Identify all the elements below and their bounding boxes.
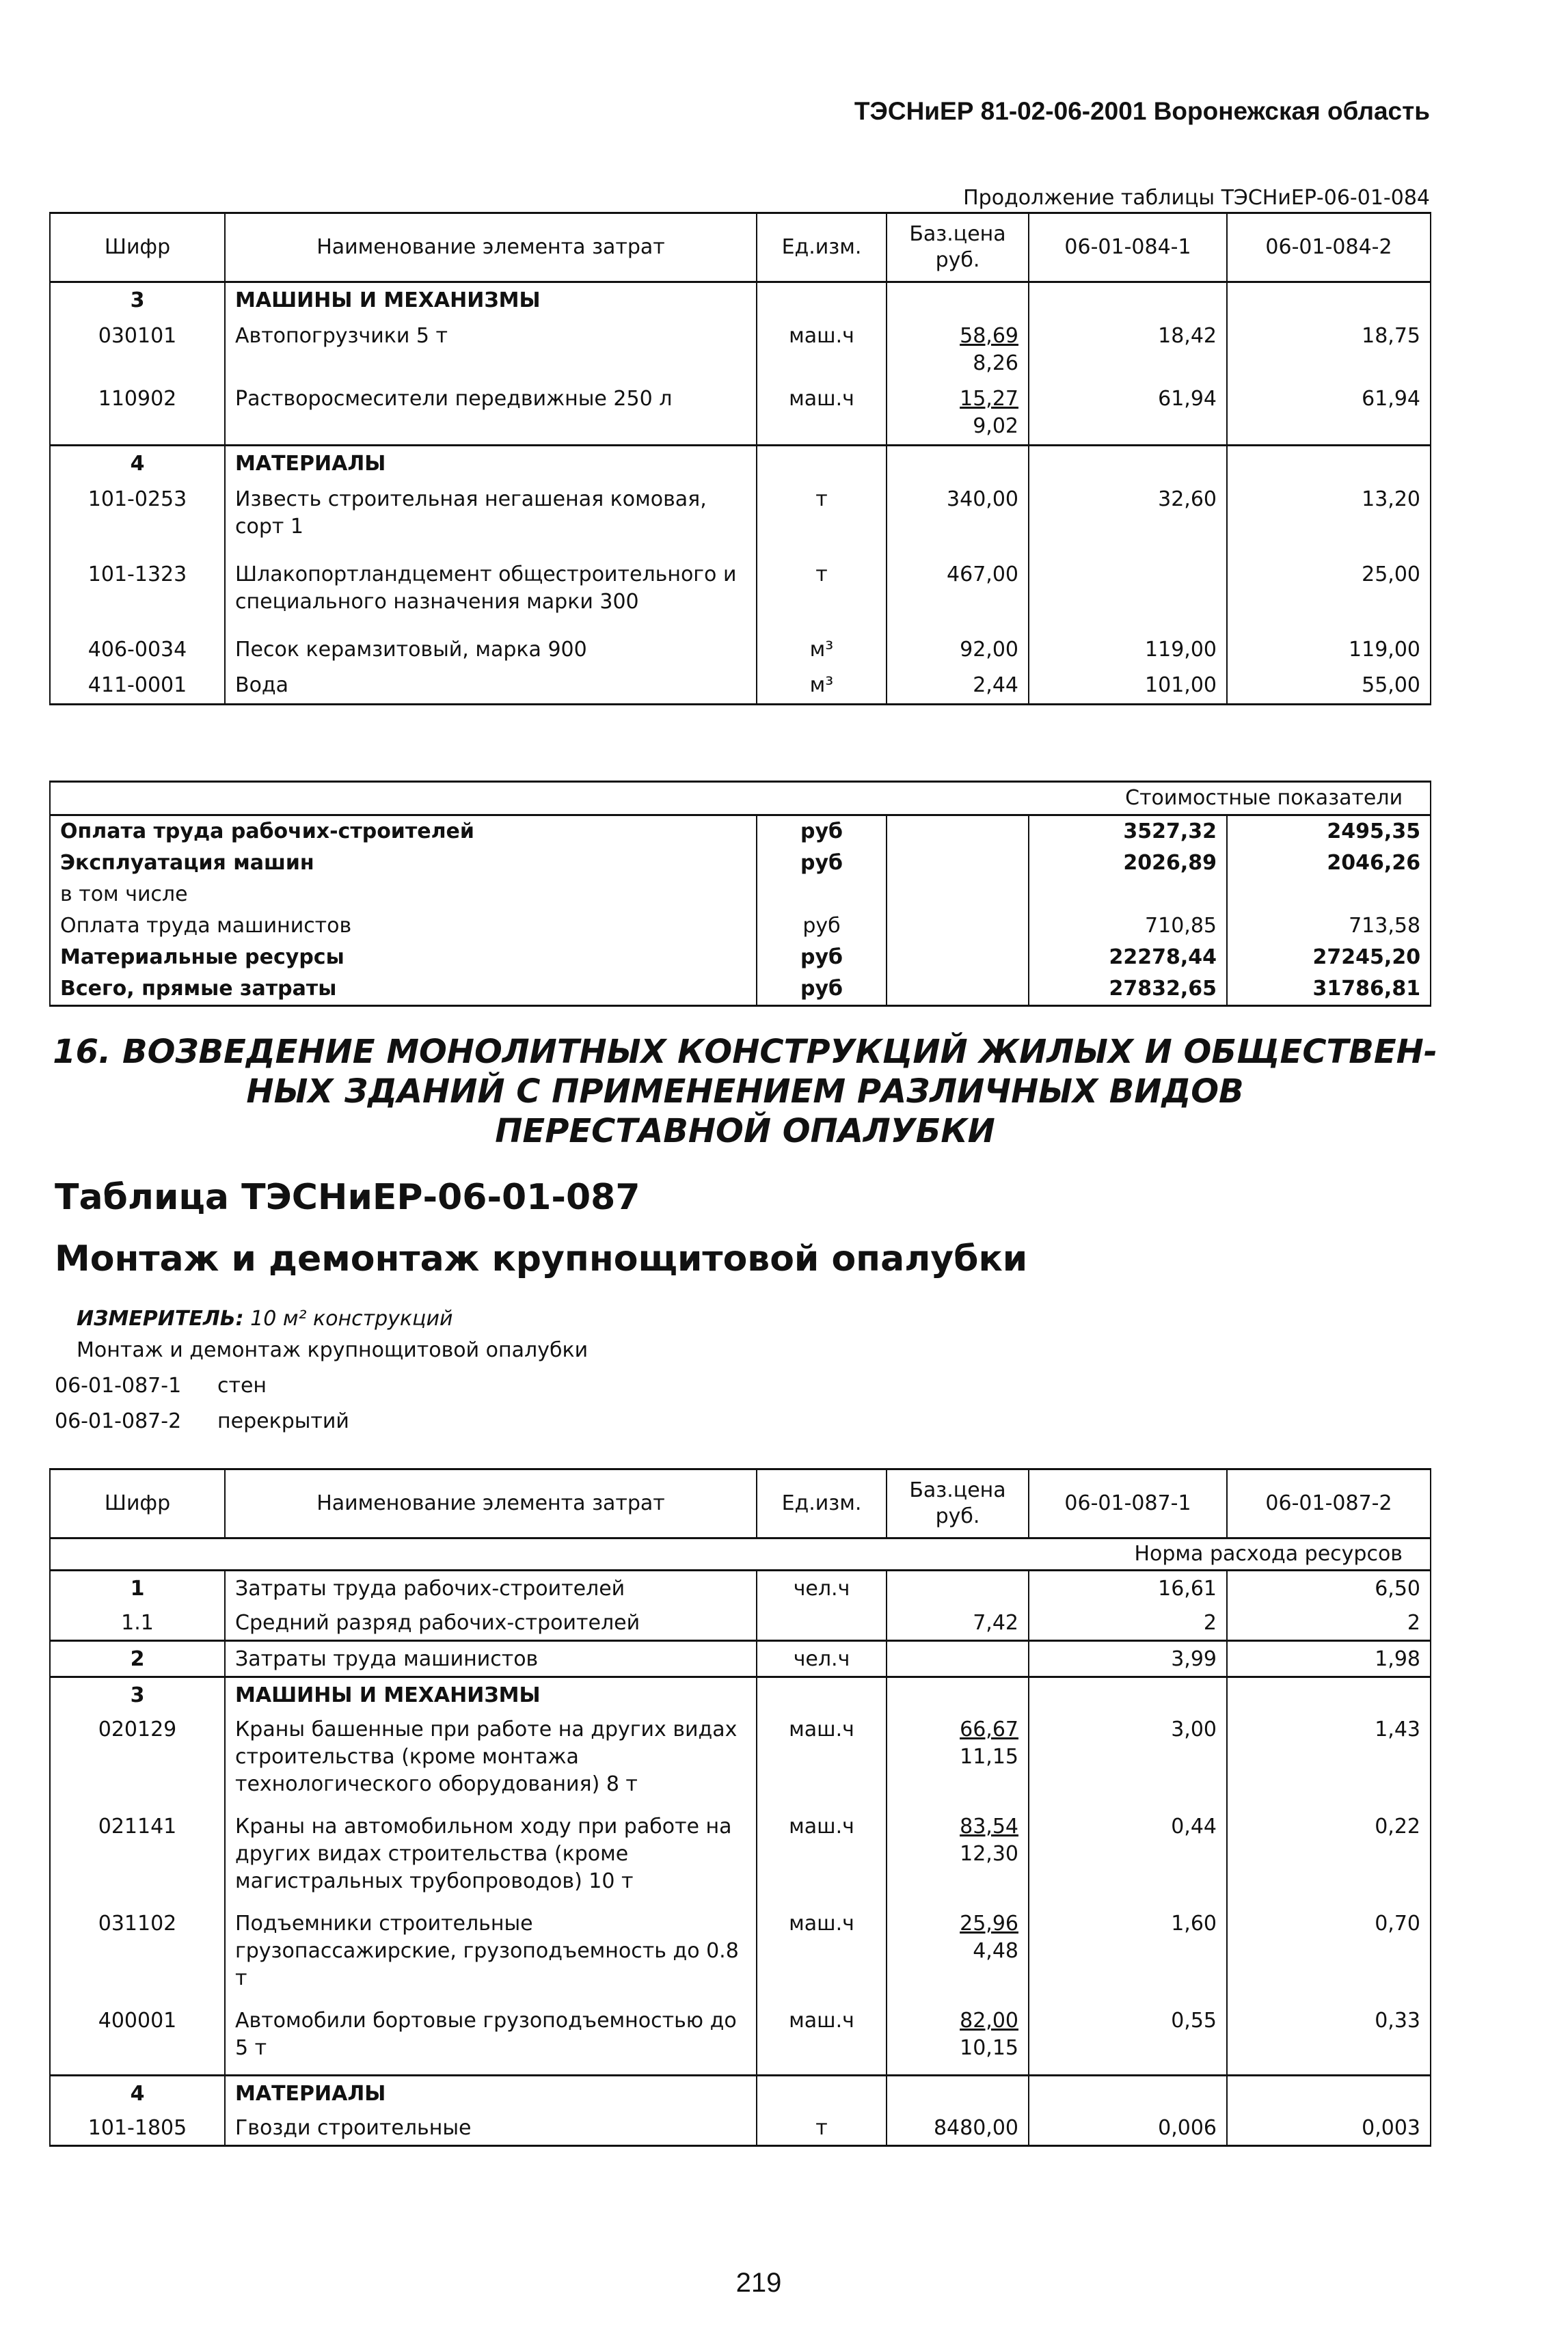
row-code: 1.1: [50, 1605, 225, 1641]
totals-row: [50, 910, 1431, 942]
table-row: [50, 2003, 1431, 2076]
row-value-1: 18,42: [1029, 318, 1227, 381]
totals-row: [50, 973, 1431, 1006]
row-value-1: 3,99: [1029, 1641, 1227, 1677]
row-code: 101-1805: [50, 2111, 225, 2146]
row-code: 406-0034: [50, 632, 225, 668]
base-price: 92,00: [960, 638, 1018, 662]
row-price: [887, 668, 1029, 705]
table-subtitle: Монтаж и демонтаж крупнощитовой опалубки: [55, 1238, 1028, 1279]
section-title-line: ПЕРЕСТАВНОЙ ОПАЛУБКИ: [495, 1112, 995, 1150]
totals-value-2: [1227, 879, 1431, 910]
base-price: 2,44: [973, 673, 1018, 697]
totals-price: [887, 942, 1029, 973]
row-value-2: 1,98: [1227, 1641, 1431, 1677]
measure-item-text: стен: [217, 1374, 267, 1398]
row-value-2: 61,94: [1227, 381, 1431, 446]
header-unit: Ед.изм.: [757, 213, 887, 282]
row-price: [887, 381, 1029, 446]
row-unit: т: [757, 482, 887, 557]
measure-item-text: перекрытий: [217, 1409, 349, 1433]
row-unit: т: [757, 2111, 887, 2146]
table-row: [50, 2076, 1431, 2111]
totals-price: [887, 973, 1029, 1006]
row-price: [887, 557, 1029, 632]
page-number: 219: [735, 2268, 782, 2298]
row-value-2: 0,003: [1227, 2111, 1431, 2146]
table-row: [50, 1571, 1431, 1606]
row-value-1: 32,60: [1029, 482, 1227, 557]
totals-value-2: 27245,20: [1227, 942, 1431, 973]
cost-totals-table: [49, 781, 1431, 1007]
totals-label: Оплата труда машинистов: [50, 910, 757, 942]
row-price: [887, 318, 1029, 381]
row-value-1: 101,00: [1029, 668, 1227, 705]
row-value-1: 0,006: [1029, 2111, 1227, 2146]
row-unit: маш.ч: [757, 318, 887, 381]
table-row: [50, 1677, 1431, 1713]
totals-row: [50, 942, 1431, 973]
row-name: МАТЕРИАЛЫ: [225, 446, 757, 483]
row-unit: маш.ч: [757, 2003, 887, 2076]
row-value-2: 6,50: [1227, 1571, 1431, 1606]
totals-caption: Стоимостные показатели: [50, 782, 1431, 815]
row-value-1: [1029, 557, 1227, 632]
row-unit: маш.ч: [757, 381, 887, 446]
table-row: [50, 557, 1431, 632]
row-code: 031102: [50, 1906, 225, 2003]
table-row: [50, 1809, 1431, 1906]
row-code: 4: [50, 446, 225, 483]
row-value-1: [1029, 282, 1227, 319]
row-unit: чел.ч: [757, 1641, 887, 1677]
row-code: 411-0001: [50, 668, 225, 705]
row-name: Шлакопортландцемент общестроительного и специального назначения марки 300: [225, 557, 757, 632]
row-unit: [757, 282, 887, 319]
row-unit: маш.ч: [757, 1712, 887, 1809]
row-value-2: 119,00: [1227, 632, 1431, 668]
table-row: [50, 668, 1431, 705]
machinist-price: 10,15: [960, 2036, 1018, 2060]
totals-value-2: 31786,81: [1227, 973, 1431, 1006]
header-col2: 06-01-084-2: [1227, 213, 1431, 282]
table-header-row: [50, 1469, 1431, 1538]
header-code: Шифр: [50, 1469, 225, 1538]
table-06-01-087: [49, 1468, 1431, 2147]
measure-item: [55, 1374, 267, 1398]
totals-label: Материальные ресурсы: [50, 942, 757, 973]
totals-price: [887, 879, 1029, 910]
row-value-2: 13,20: [1227, 482, 1431, 557]
row-value-2: 2: [1227, 1605, 1431, 1641]
row-name: Затраты труда машинистов: [225, 1641, 757, 1677]
table-row: [50, 482, 1431, 557]
section-title-line: НЫХ ЗДАНИЙ С ПРИМЕНЕНИЕМ РАЗЛИЧНЫХ ВИДОВ: [246, 1072, 1244, 1111]
row-code: 101-0253: [50, 482, 225, 557]
row-name: Песок керамзитовый, марка 900: [225, 632, 757, 668]
measure-description: Монтаж и демонтаж крупнощитовой опалубки: [77, 1338, 589, 1362]
totals-value-2: 2046,26: [1227, 848, 1431, 879]
machinist-price: 12,30: [960, 1842, 1018, 1866]
row-value-1: 1,60: [1029, 1906, 1227, 2003]
row-unit: маш.ч: [757, 1906, 887, 2003]
row-value-2: 25,00: [1227, 557, 1431, 632]
totals-price: [887, 910, 1029, 942]
totals-value-2: 2495,35: [1227, 815, 1431, 848]
row-code: 101-1323: [50, 557, 225, 632]
measure-item-code: 06-01-087-1: [55, 1374, 182, 1398]
machinist-price: 9,02: [973, 414, 1018, 438]
table-row: [50, 282, 1431, 319]
base-price: 467,00: [947, 562, 1018, 586]
header-col1: 06-01-084-1: [1029, 213, 1227, 282]
table-row: [50, 318, 1431, 381]
row-code: 030101: [50, 318, 225, 381]
row-value-1: 0,44: [1029, 1809, 1227, 1906]
row-code: 2: [50, 1641, 225, 1677]
row-value-1: 0,55: [1029, 2003, 1227, 2076]
totals-row: [50, 879, 1431, 910]
row-value-1: 119,00: [1029, 632, 1227, 668]
machinist-price: 11,15: [960, 1745, 1018, 1769]
base-price: 7,42: [973, 1611, 1018, 1635]
row-value-1: [1029, 1677, 1227, 1713]
base-price: 25,96: [960, 1912, 1018, 1936]
row-code: 400001: [50, 2003, 225, 2076]
row-name: МАШИНЫ И МЕХАНИЗМЫ: [225, 282, 757, 319]
base-price: 83,54: [960, 1815, 1018, 1839]
totals-value-1: [1029, 879, 1227, 910]
header-unit: Ед.изм.: [757, 1469, 887, 1538]
row-price: [887, 2003, 1029, 2076]
totals-value-1: 22278,44: [1029, 942, 1227, 973]
base-price: 340,00: [947, 487, 1018, 511]
header-col2: 06-01-087-2: [1227, 1469, 1431, 1538]
row-value-2: 55,00: [1227, 668, 1431, 705]
totals-value-1: 2026,89: [1029, 848, 1227, 879]
row-price: [887, 1571, 1029, 1606]
row-unit: маш.ч: [757, 1809, 887, 1906]
row-value-2: 0,22: [1227, 1809, 1431, 1906]
page-header: ТЭСНиЕР 81-02-06-2001 Воронежская область: [854, 97, 1430, 125]
row-price: [887, 446, 1029, 483]
totals-label: Всего, прямые затраты: [50, 973, 757, 1006]
row-unit: [757, 1677, 887, 1713]
row-name: Растворосмесители передвижные 250 л: [225, 381, 757, 446]
row-price: [887, 1605, 1029, 1641]
machinist-price: 4,48: [973, 1939, 1018, 1963]
row-code: 021141: [50, 1809, 225, 1906]
table-row: [50, 1641, 1431, 1677]
row-code: 110902: [50, 381, 225, 446]
row-price: [887, 2111, 1029, 2146]
totals-row: [50, 815, 1431, 848]
row-value-1: 61,94: [1029, 381, 1227, 446]
totals-unit: руб: [757, 942, 887, 973]
row-unit: [757, 2076, 887, 2111]
table-06-01-084: [49, 212, 1431, 705]
base-price: 82,00: [960, 2009, 1018, 2033]
norm-caption-row: [50, 1538, 1431, 1571]
row-price: [887, 1906, 1029, 2003]
row-value-1: [1029, 2076, 1227, 2111]
row-price: [887, 1677, 1029, 1713]
row-code: 3: [50, 1677, 225, 1713]
header-price: Баз.цена руб.: [887, 1469, 1029, 1538]
measure-value: 10 м² конструкций: [250, 1307, 453, 1331]
totals-caption-row: [50, 782, 1431, 815]
base-price: 58,69: [960, 324, 1018, 348]
base-price: 66,67: [960, 1718, 1018, 1741]
section-title-line: 16. ВОЗВЕДЕНИЕ МОНОЛИТНЫХ КОНСТРУКЦИЙ ЖИЛЫХ И ОБЩЕСТВЕН-: [53, 1033, 1437, 1071]
table-row: [50, 632, 1431, 668]
row-name: Подъемники строительные грузопассажирские, грузоподъемность до 0.8 т: [225, 1906, 757, 2003]
row-unit: [757, 1605, 887, 1641]
table-title: Таблица ТЭСНиЕР-06-01-087: [55, 1177, 640, 1218]
base-price: 15,27: [960, 387, 1018, 411]
row-value-2: 18,75: [1227, 318, 1431, 381]
norm-caption: Норма расхода ресурсов: [50, 1538, 1431, 1571]
row-value-2: [1227, 1677, 1431, 1713]
row-value-2: [1227, 2076, 1431, 2111]
row-value-2: 0,70: [1227, 1906, 1431, 2003]
totals-value-1: 710,85: [1029, 910, 1227, 942]
header-name: Наименование элемента затрат: [225, 213, 757, 282]
base-price: 8480,00: [933, 2116, 1018, 2140]
row-value-2: 1,43: [1227, 1712, 1431, 1809]
row-value-1: 2: [1029, 1605, 1227, 1641]
row-value-2: [1227, 282, 1431, 319]
row-unit: м³: [757, 668, 887, 705]
row-price: [887, 632, 1029, 668]
row-price: [887, 1712, 1029, 1809]
row-name: Гвозди строительные: [225, 2111, 757, 2146]
row-name: Автопогрузчики 5 т: [225, 318, 757, 381]
totals-value-2: 713,58: [1227, 910, 1431, 942]
row-unit: м³: [757, 632, 887, 668]
row-value-2: 0,33: [1227, 2003, 1431, 2076]
continuation-caption: Продолжение таблицы ТЭСНиЕР-06-01-084: [963, 186, 1430, 210]
table-row: [50, 2111, 1431, 2146]
row-name: МАТЕРИАЛЫ: [225, 2076, 757, 2111]
totals-unit: [757, 879, 887, 910]
row-name: Автомобили бортовые грузоподъемностью до 5 т: [225, 2003, 757, 2076]
totals-label: Эксплуатация машин: [50, 848, 757, 879]
totals-unit: руб: [757, 910, 887, 942]
totals-price: [887, 848, 1029, 879]
row-price: [887, 282, 1029, 319]
totals-label: Оплата труда рабочих-строителей: [50, 815, 757, 848]
row-code: 1: [50, 1571, 225, 1606]
machinist-price: 8,26: [973, 351, 1018, 375]
table-row: [50, 381, 1431, 446]
row-price: [887, 2076, 1029, 2111]
row-name: Краны башенные при работе на других видах строительства (кроме монтажа технологического оборудования) 8 т: [225, 1712, 757, 1809]
row-value-1: 3,00: [1029, 1712, 1227, 1809]
totals-row: [50, 848, 1431, 879]
row-value-2: [1227, 446, 1431, 483]
header-name: Наименование элемента затрат: [225, 1469, 757, 1538]
row-value-1: 16,61: [1029, 1571, 1227, 1606]
row-unit: [757, 446, 887, 483]
header-code: Шифр: [50, 213, 225, 282]
row-name: Краны на автомобильном ходу при работе на других видах строительства (кроме магистральных трубопроводов) 10 т: [225, 1809, 757, 1906]
table-row: [50, 1605, 1431, 1641]
totals-unit: руб: [757, 815, 887, 848]
row-code: 3: [50, 282, 225, 319]
row-name: МАШИНЫ И МЕХАНИЗМЫ: [225, 1677, 757, 1713]
section-title: [41, 1032, 1449, 1151]
header-price: Баз.цена руб.: [887, 213, 1029, 282]
measure-key: ИЗМЕРИТЕЛЬ:: [77, 1307, 244, 1331]
totals-unit: руб: [757, 848, 887, 879]
row-price: [887, 1641, 1029, 1677]
totals-label: в том числе: [50, 879, 757, 910]
row-unit: т: [757, 557, 887, 632]
row-unit: чел.ч: [757, 1571, 887, 1606]
measure-item-code: 06-01-087-2: [55, 1409, 182, 1433]
row-name: Затраты труда рабочих-строителей: [225, 1571, 757, 1606]
row-code: 4: [50, 2076, 225, 2111]
totals-price: [887, 815, 1029, 848]
row-name: Известь строительная негашеная комовая, сорт 1: [225, 482, 757, 557]
table-row: [50, 446, 1431, 483]
measure-item: [55, 1409, 349, 1433]
row-value-1: [1029, 446, 1227, 483]
table-row: [50, 1906, 1431, 2003]
row-code: 020129: [50, 1712, 225, 1809]
row-name: Вода: [225, 668, 757, 705]
totals-value-1: 27832,65: [1029, 973, 1227, 1006]
row-name: Средний разряд рабочих-строителей: [225, 1605, 757, 1641]
row-price: [887, 1809, 1029, 1906]
table-row: [50, 1712, 1431, 1809]
totals-unit: руб: [757, 973, 887, 1006]
table-header-row: [50, 213, 1431, 282]
measure-line: [77, 1307, 452, 1331]
header-col1: 06-01-087-1: [1029, 1469, 1227, 1538]
totals-value-1: 3527,32: [1029, 815, 1227, 848]
row-price: [887, 482, 1029, 557]
